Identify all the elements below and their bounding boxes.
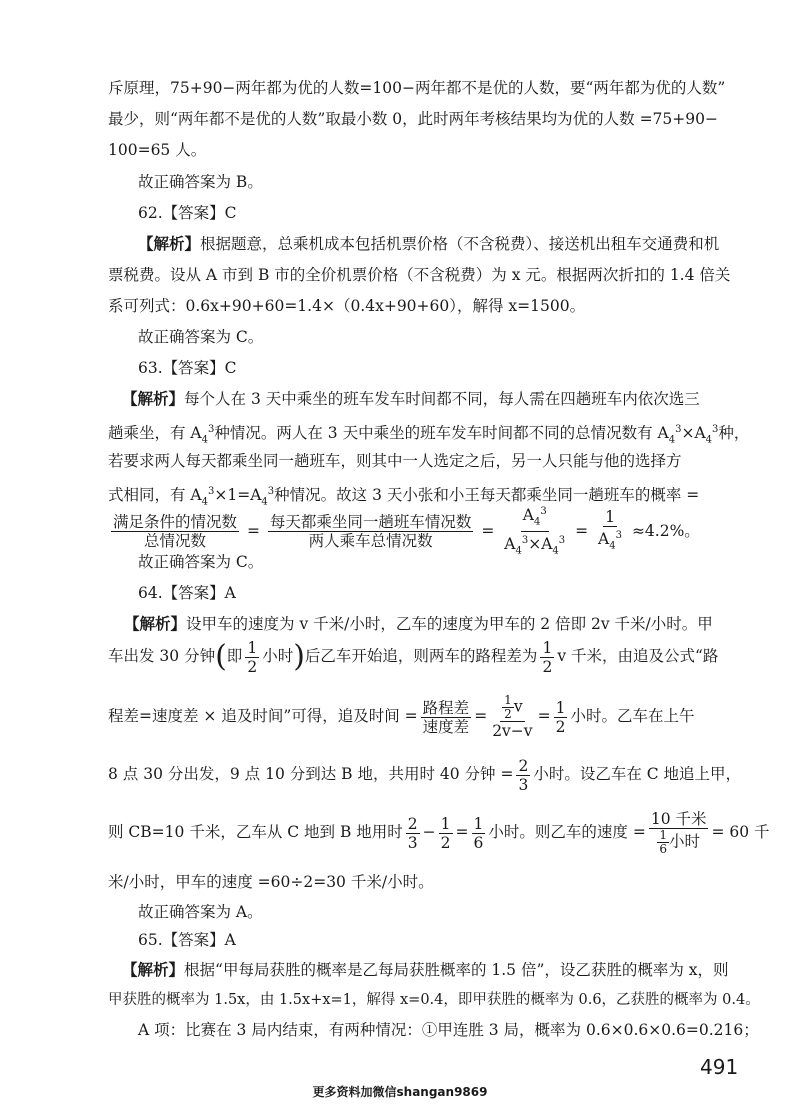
fraction: $\frac{2}{3}$: [518, 756, 529, 794]
fraction: $\frac{1}{2}$: [542, 638, 553, 676]
text-line: 最少，则“两年都不是优的人数”取最小数 0，此时两年考核结果均为优的人数 =75+90−: [108, 110, 718, 128]
text-line: 程差=速度差 × 追及时间”可得，追及时间 = $\frac{\text{路程差}}{\text{速度差}}$ = $\frac{1}{2}$ v 2v−v = $\frac{1}{2}$ 小时。乙车在上午: [108, 693, 695, 740]
text-line: 斥原理，75+90−两年都为优的人数=100−两年都不是优的人数，要“两年都为优的人数”: [108, 79, 726, 97]
explanation-tag: 【解析】: [122, 389, 185, 408]
answer-heading-64: 64.【答案】A: [138, 584, 236, 602]
explanation-line: 【解析】根据“甲每局获胜的概率是乙每局获胜概率的 1.5 倍”，设乙获胜的概率为 x，则: [122, 960, 729, 979]
text-line: 则 CB=10 千米，乙车从 C 地到 B 地用时 $\frac{2}{3}$ − $\frac{1}{2}$ = $\frac{1}{6}$ 小时。则乙车的速度 = 10 千米 $\frac{1}{6}$ 小时 = 60 千: [108, 810, 770, 856]
complex-fraction: $\frac{1}{2}$ v 2v−v: [492, 693, 533, 740]
answer-heading-63: 63.【答案】C: [138, 359, 237, 377]
text-line: 米/小时，甲车的速度 =60÷2=30 千米/小时。: [108, 873, 434, 891]
fraction: $\frac{\text{路程差}}{\text{速度差}}$: [422, 698, 470, 736]
fraction: $\frac{2}{3}$: [407, 814, 418, 852]
text-line: 甲获胜的概率为 1.5x，由 1.5x+x=1，解得 x=0.4，即甲获胜的概率为 0.6，乙获胜的概率为 0.4。: [108, 992, 760, 1008]
fraction: $\frac{\text{满足条件的情况数}}{\text{总情况数}}$: [113, 513, 238, 551]
text-line: 趟乘坐，有 $A_4^3$种情况。两人在 3 天中乘坐的班车发车时间都不同的总情况数有 $A_4^3\times A_4^3$种，: [108, 424, 750, 446]
fraction: $\frac{A_4^3}{A_4^3\times A_4^3}$: [502, 503, 567, 561]
formula-line: $\frac{\text{满足条件的情况数}}{\text{总情况数}}$ = $\frac{\text{每天都乘坐同一趟班车情况数}}{\text{两人乘车总情况数}}$ = $\frac{A_4^3}{A_4^3\times A_4^3}$ = $\frac{1}{A_4^3}$ ≈4.2%。: [108, 503, 748, 547]
fraction: $\frac{\text{每天都乘坐同一趟班车情况数}}{\text{两人乘车总情况数}}$: [269, 513, 472, 551]
explanation-line: 【解析】根据题意，总乘机成本包括机票价格（不含税费）、接送机出租车交通费和机: [138, 234, 720, 253]
fraction: $\frac{1}{2}$: [440, 814, 451, 852]
answer-heading-62: 62.【答案】C: [138, 204, 237, 222]
text-line: 100=65 人。: [108, 141, 207, 159]
footer-note: 更多资料加微信shangan9869: [312, 1085, 488, 1099]
fraction: $\frac{1}{2}$: [247, 638, 258, 676]
fraction: $\frac{1}{2}$: [555, 698, 566, 736]
explanation-line: 【解析】设甲车的速度为 v 千米/小时，乙车的速度为甲车的 2 倍即 2v 千米/小时。甲: [124, 614, 713, 633]
answer-conclusion: 故正确答案为 C。: [138, 553, 264, 571]
answer-conclusion: 故正确答案为 A。: [138, 903, 263, 921]
answer-conclusion: 故正确答案为 B。: [138, 173, 263, 191]
text-line: 若要求两人每天都乘坐同一趟班车，则其中一人选定之后，另一人只能与他的选择方: [108, 452, 682, 470]
explanation-tag: 【解析】: [124, 614, 187, 633]
answer-heading-65: 65.【答案】A: [138, 931, 236, 949]
text-line: 票税费。设从 A 市到 B 市的全价机票价格（不含税费）为 x 元。根据两次折扣的 1.4 倍关: [108, 266, 731, 284]
text-line: 系可列式：0.6x+90+60=1.4×（0.4x+90+60），解得 x=1500。: [108, 297, 586, 315]
answer-conclusion: 故正确答案为 C。: [138, 328, 264, 346]
text-line: 式相同，有 $A_4^3\times 1=A_4^3$种情况。故这 3 天小张和小王每天都乘坐同一趟班车的概率 =: [108, 486, 700, 508]
fraction: $\frac{1}{A_4^3}$: [598, 508, 622, 552]
explanation-tag: 【解析】: [122, 960, 185, 979]
complex-fraction: 10 千米 $\frac{1}{6}$ 小时: [650, 810, 707, 856]
explanation-line: 【解析】每个人在 3 天中乘坐的班车发车时间都不同，每人需在四趟班车内依次选三: [122, 389, 700, 408]
text-line: 车出发 30 分钟(即 $\frac{1}{2}$ 小时)后乙车开始追，则两车的路程差为 $\frac{1}{2}$ v 千米，由追及公式“路: [108, 638, 719, 676]
fraction: $\frac{1}{6}$: [473, 814, 484, 852]
explanation-tag: 【解析】: [138, 234, 201, 253]
text-line: A 项：比赛在 3 局内结束，有两种情况：①甲连胜 3 局，概率为 0.6×0.6×0.6=0.216；: [138, 1021, 759, 1039]
text-line: 8 点 30 分出发，9 点 10 分到达 B 地，共用时 40 分钟 = $\frac{2}{3}$ 小时。设乙车在 C 地追上甲，: [108, 756, 742, 794]
page-number: 491: [700, 1055, 739, 1079]
